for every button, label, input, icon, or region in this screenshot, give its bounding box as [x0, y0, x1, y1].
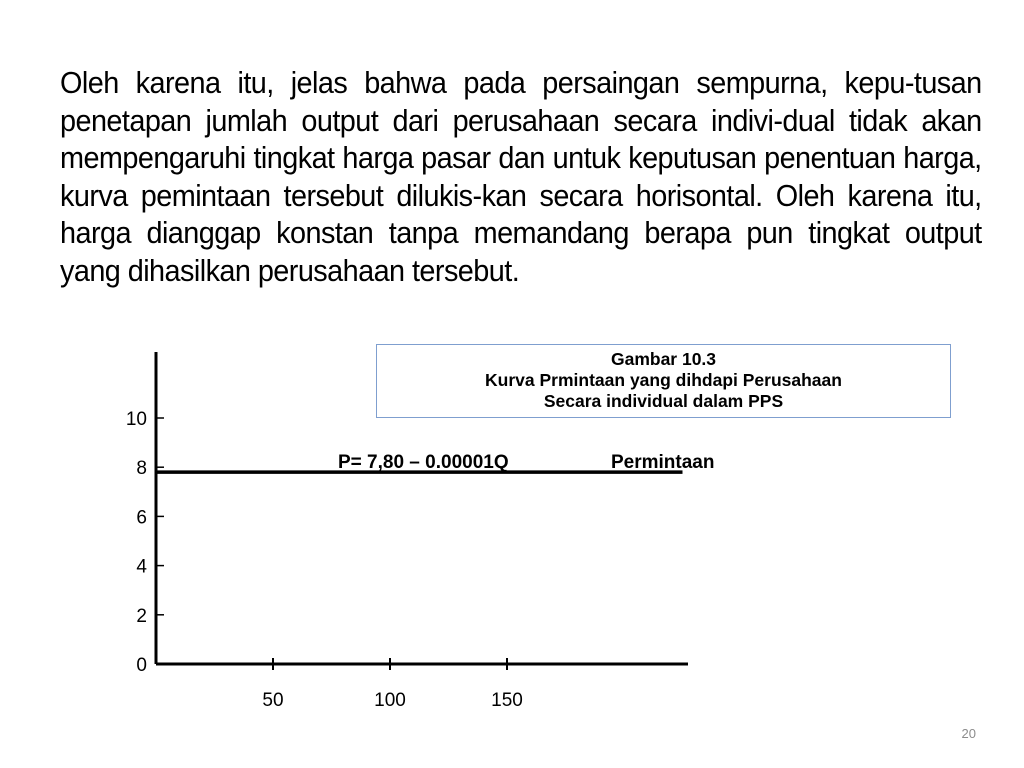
page-number: 20 — [961, 726, 976, 741]
y-tick-label: 8 — [136, 458, 147, 480]
y-tick-label: 2 — [136, 605, 147, 627]
y-tick-label: 6 — [136, 507, 147, 529]
body-paragraph: Oleh karena itu, jelas bahwa pada persaingan sempurna, kepu-tusan penetapan jumlah output dari perusahaan secara indivi-dual tidak akan mempengaruhi tingkat harga pasar dan untuk keputusan penentuan harga, kurva pemintaan tersebut dilukis-kan secara horisontal. Oleh karena itu, harga dianggap konstan tanpa memandang berapa pun tingkat output yang dihasilkan perusahaan tersebut. — [60, 65, 982, 288]
y-tick-label: 4 — [136, 556, 147, 578]
x-tick-label: 150 — [491, 690, 523, 711]
caption-line-3: Secara individual dalam PPS — [543, 391, 784, 411]
x-tick-label: 50 — [262, 690, 284, 711]
demand-curve-label: Permintaan — [611, 452, 715, 473]
x-tick-label: 100 — [374, 690, 406, 711]
caption-title: Gambar 10.3 — [610, 349, 717, 369]
y-tick-label: 0 — [136, 655, 147, 676]
caption-line-2: Kurva Prmintaan yang dihdapi Perusahaan — [485, 370, 842, 390]
equation-label: P= 7,80 – 0.00001Q — [338, 452, 509, 473]
y-tick-label: 10 — [125, 409, 147, 430]
